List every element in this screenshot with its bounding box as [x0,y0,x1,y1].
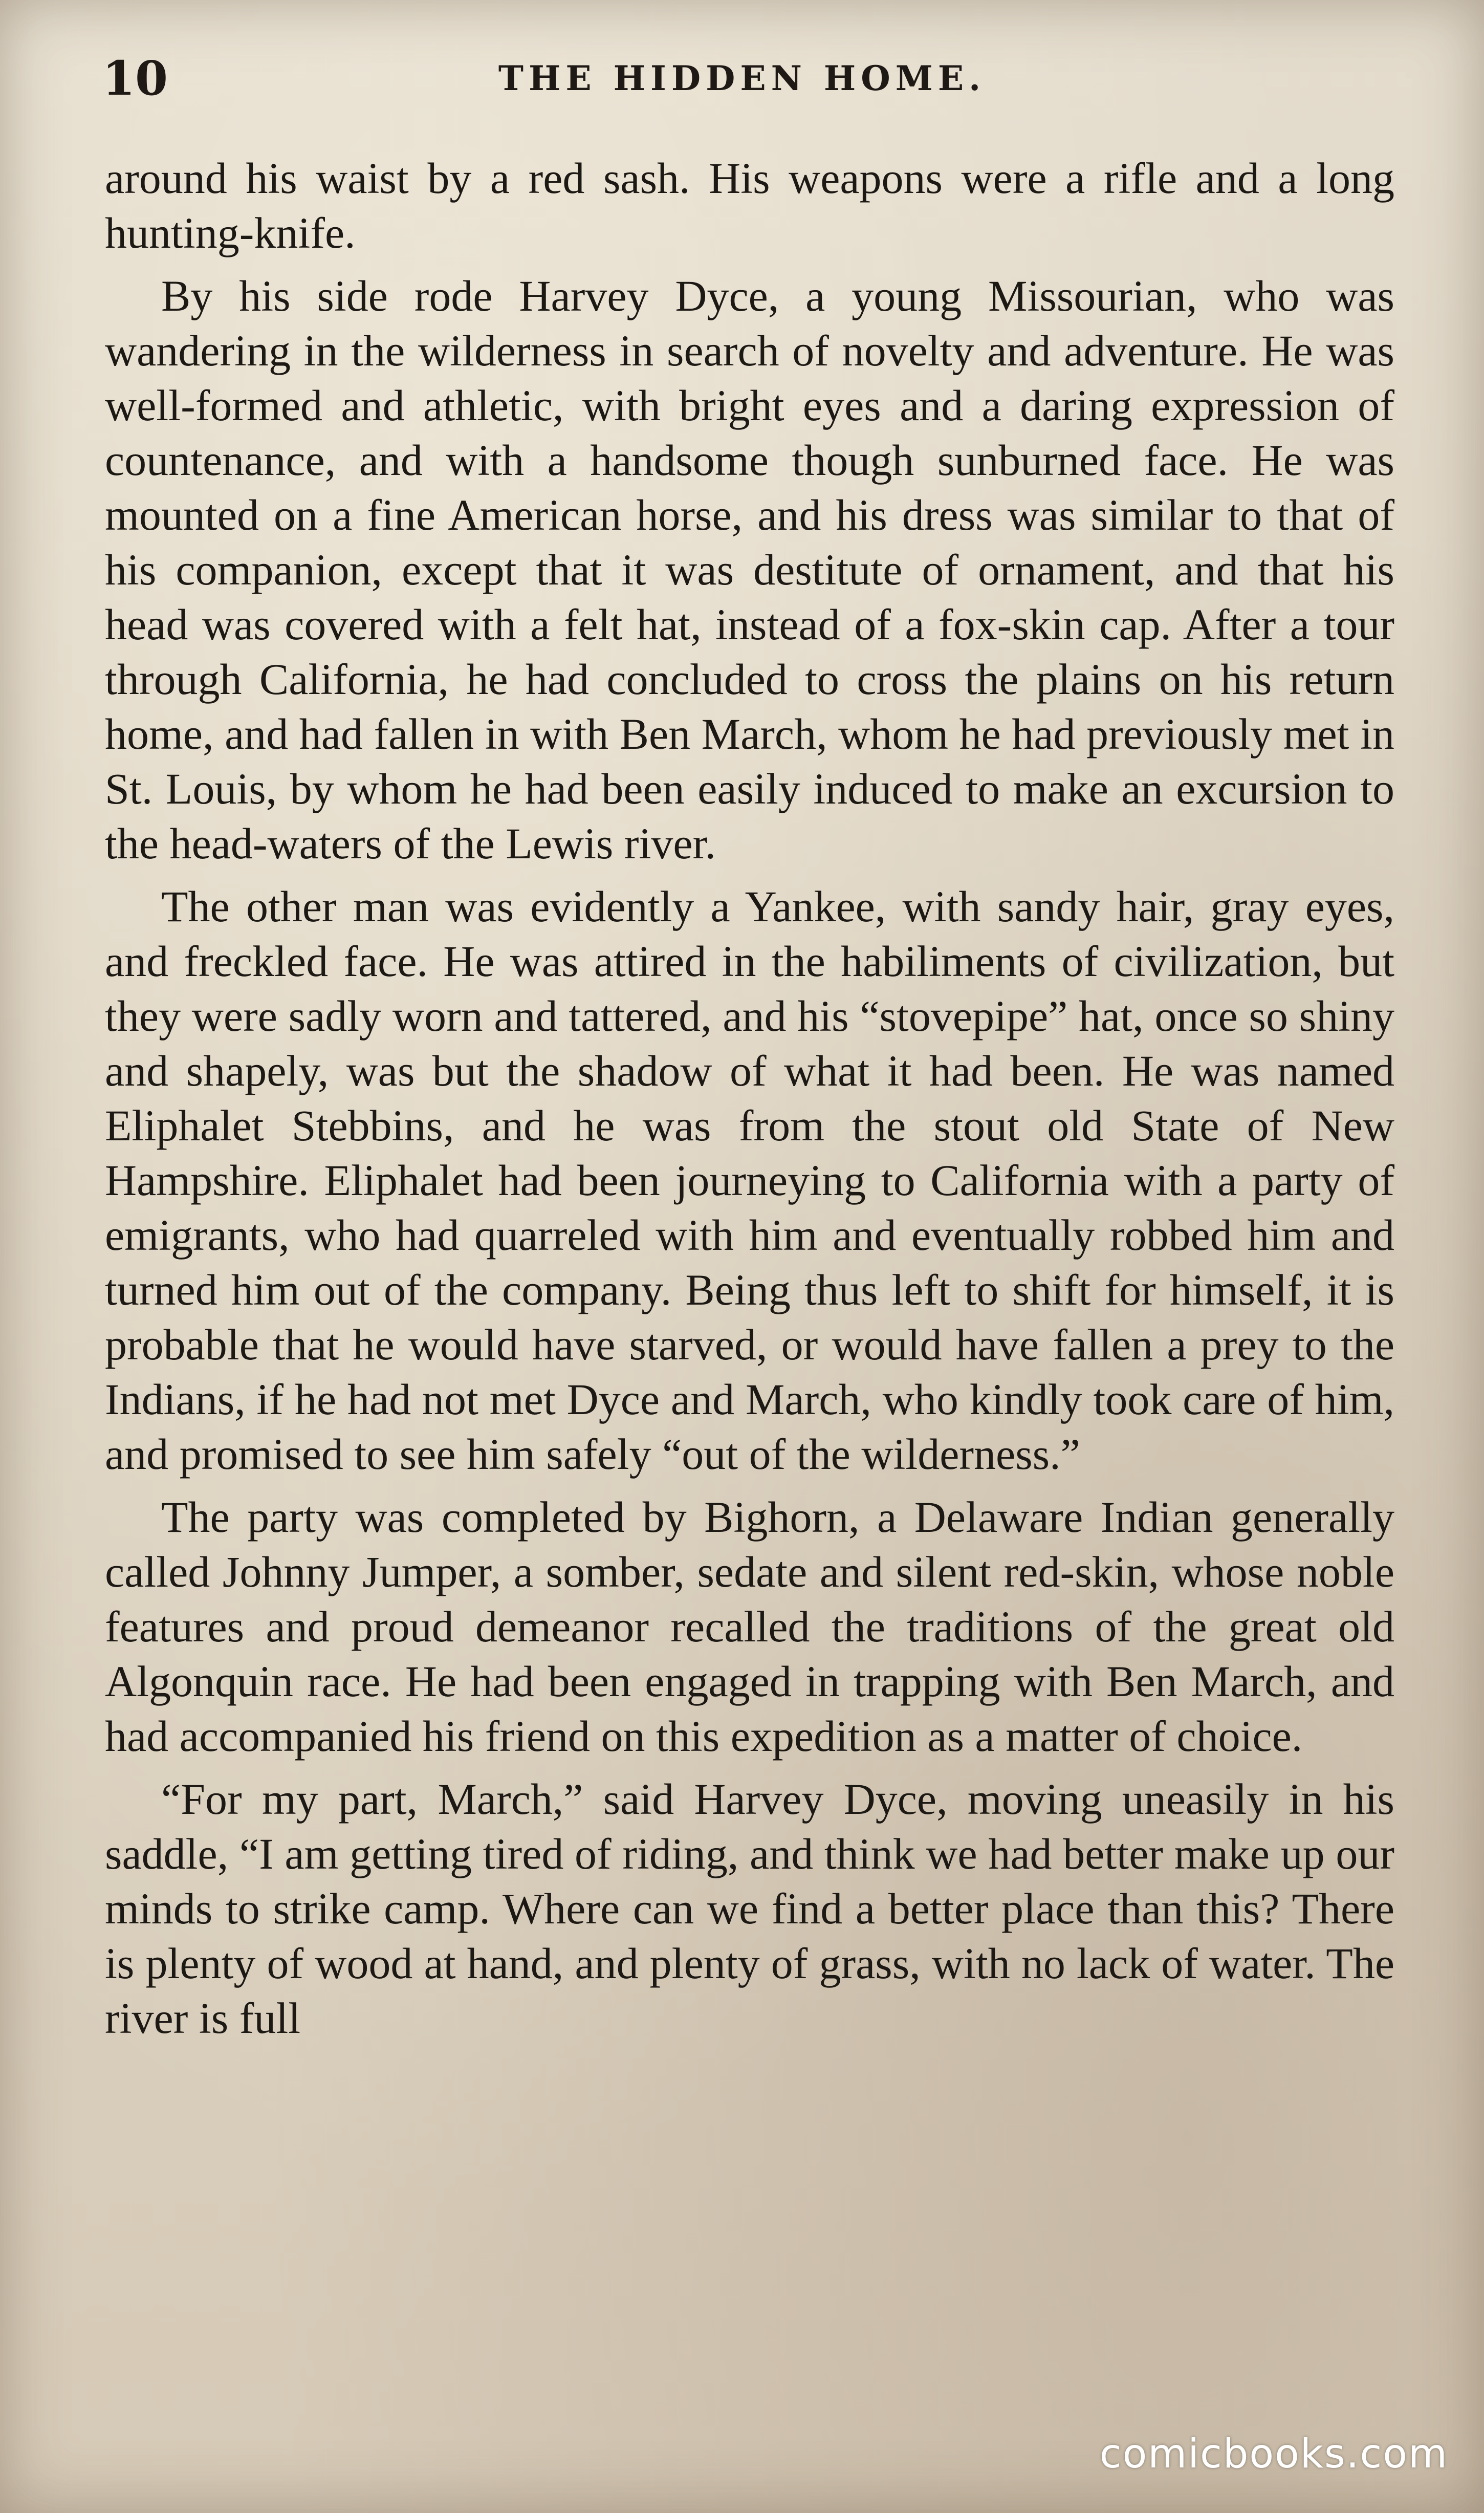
running-head [102,45,1382,112]
running-title: THE HIDDEN HOME. [498,58,986,98]
page-number: 10 [102,51,168,106]
paragraph-continuation: around his waist by a red sash. His weapons were a rifle and a long hunting-knife. [105,154,1394,257]
body-text [105,151,1394,2046]
paragraph-eliphalet: The other man was evidently a Yankee, with sandy hair, gray eyes, and freckled face. He was attired in the habiliments of civilization, but they were sadly worn and tattered, and his “stovepipe” hat, once so shiny and shapely, was but the shadow of what it had been. He was named Eliphalet Stebbins, and he was from the stout old State of New Hampshire. Eliphalet had been journeying to California with a party of emigrants, who had quarreled with him and eventually robbed him and turned him out of the company. Being thus left to shift for himself, it is probable that he would have starved, or would have fallen a prey to the Indians, if he had not met Dyce and March, who kindly took care of him, and promised to see him safely “out of the wilderness.” [105,882,1394,1479]
site-watermark: comicbooks.com [1099,2431,1448,2477]
paragraph-bighorn: The party was completed by Bighorn, a Delaware Indian generally called Johnny Jumper, a somber, sedate and silent red-skin, whose noble features and proud demeanor recalled the traditions of the great old Algonquin race. He had been engaged in trapping with Ben March, and had accompanied his friend on this expedition as a matter of choice. [105,1492,1394,1761]
paragraph-dialogue: “For my part, March,” said Harvey Dyce, moving uneasily in his saddle, “I am getting tired of riding, and think we had better make up our minds to strike camp. Where can we find a better place than this? There is plenty of wood at hand, and plenty of grass, with no lack of water. The river is full [105,1774,1394,2043]
paragraph-harvey-dyce: By his side rode Harvey Dyce, a young Missourian, who was wandering in the wilderness in search of novelty and adventure. He was well-formed and athletic, with bright eyes and a daring expression of countenance, and with a handsome though sunburned face. He was mounted on a fine American horse, and his dress was similar to that of his companion, except that it was destitute of ornament, and that his head was covered with a felt hat, instead of a fox-skin cap. After a tour through California, he had concluded to cross the plains on his return home, and had fallen in with Ben March, whom he had previously met in St. Louis, by whom he had been easily induced to make an excursion to the head-waters of the Lewis river. [105,271,1394,868]
